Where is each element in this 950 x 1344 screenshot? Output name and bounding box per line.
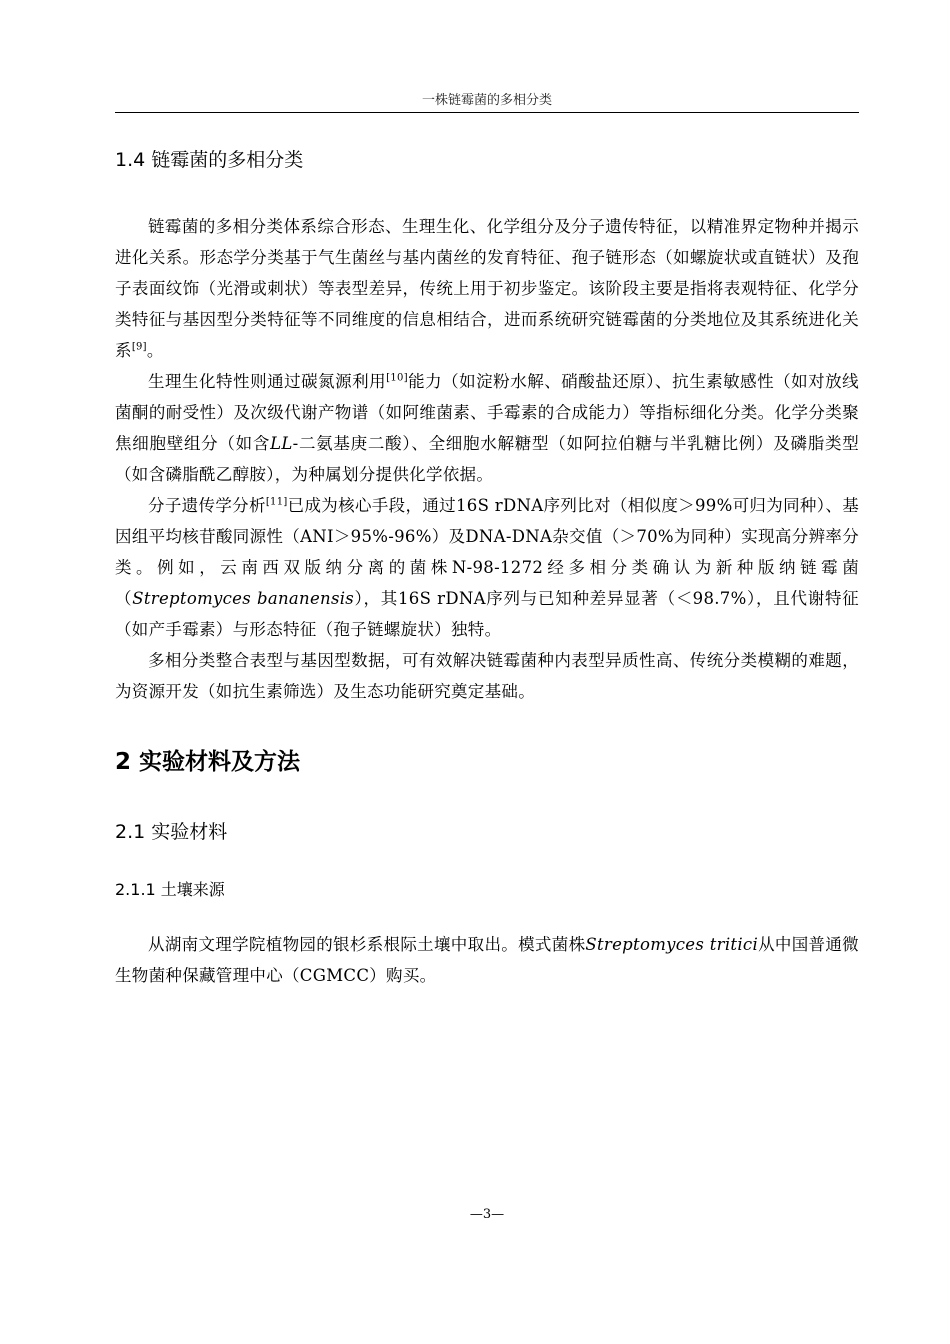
paragraph-polyphasic-overview (115, 211, 859, 366)
paragraph-text: 从湖南文理学院植物园的银杉系根际土壤中取出。模式菌株 (148, 935, 586, 954)
paragraph-molecular-genetics (115, 490, 859, 645)
paragraph-end: 。 (146, 341, 164, 360)
paragraph-physiology-chemistry (115, 366, 859, 490)
section-1-4-heading: 1.4 链霉菌的多相分类 (115, 149, 304, 171)
citation-10[interactable]: [10] (386, 372, 408, 384)
species-name: Streptomyces tritici (585, 935, 759, 954)
species-name: Streptomyces bananensis (132, 589, 355, 608)
paragraph-summary (115, 645, 859, 707)
paragraph-soil-source (115, 929, 859, 991)
paragraph-text: 生理生化特性则通过碳氮源利用 (148, 372, 387, 391)
running-header: 一株链霉菌的多相分类 (421, 93, 552, 108)
paragraph-text: 能力（如淀粉水解、硝酸盐还原）、抗生素敏感性（如对放线菌酮的耐受性）及次级代谢产物谱（如阿维菌素、手霉素的合成能力）等指标细化分类。化学分类聚焦细胞壁组分（如含 (115, 372, 859, 453)
citation-11[interactable]: [11] (265, 496, 288, 508)
section-2-heading: 2 实验材料及方法 (115, 749, 301, 775)
citation-9[interactable]: [9] (131, 341, 147, 353)
paragraph-text: ），其16S rDNA序列与已知种差异显著（＜98.7%），且代谢特征（如产手霉素）与形态特征（孢子链螺旋状）独特。 (115, 589, 859, 639)
section-2-1-1-heading: 2.1.1 土壤来源 (115, 880, 225, 899)
paragraph-text: 已成为核心手段，通过16S rDNA序列比对（相似度＞99%可归为同种）、基因组平均核苷酸同源性（ANI＞95%-96%）及DNA-DNA杂交值（＞70%为同种）实现高分辨率分类。例如，云南西双版纳分离的菌株N-98-1272经多相分类确认为新种版纳链霉菌（ (115, 496, 859, 608)
paragraph-text: 从中国普通微生物菌种保藏管理中心（CGMCC）购买。 (115, 935, 859, 985)
section-2-1-heading: 2.1 实验材料 (115, 821, 228, 843)
page-number: —3— (469, 1207, 505, 1222)
italic-term: LL (270, 434, 293, 453)
paragraph-text: 多相分类整合表型与基因型数据，可有效解决链霉菌种内表型异质性高、传统分类模糊的难题，为资源开发（如抗生素筛选）及生态功能研究奠定基础。 (115, 651, 859, 701)
page-content (115, 145, 859, 991)
paragraph-text: -二氨基庚二酸）、全细胞水解糖型（如阿拉伯糖与半乳糖比例）及磷脂类型（如含磷脂酰乙醇胺），为种属划分提供化学依据。 (115, 434, 860, 484)
paragraph-text: 链霉菌的多相分类体系综合形态、生理生化、化学组分及分子遗传特征，以精准界定物种并揭示进化关系。形态学分类基于气生菌丝与基内菌丝的发育特征、孢子链形态（如螺旋状或直链状）及孢子表面纹饰（光滑或刺状）等表型差异，传统上用于初步鉴定。该阶段主要是指将表观特征、化学分类特征与基因型分类特征等不同维度的信息相结合，进而系统研究链霉菌的分类地位及其系统进化关系 (115, 217, 859, 360)
header-rule (115, 112, 859, 113)
paragraph-text: 分子遗传学分析 (148, 496, 266, 515)
